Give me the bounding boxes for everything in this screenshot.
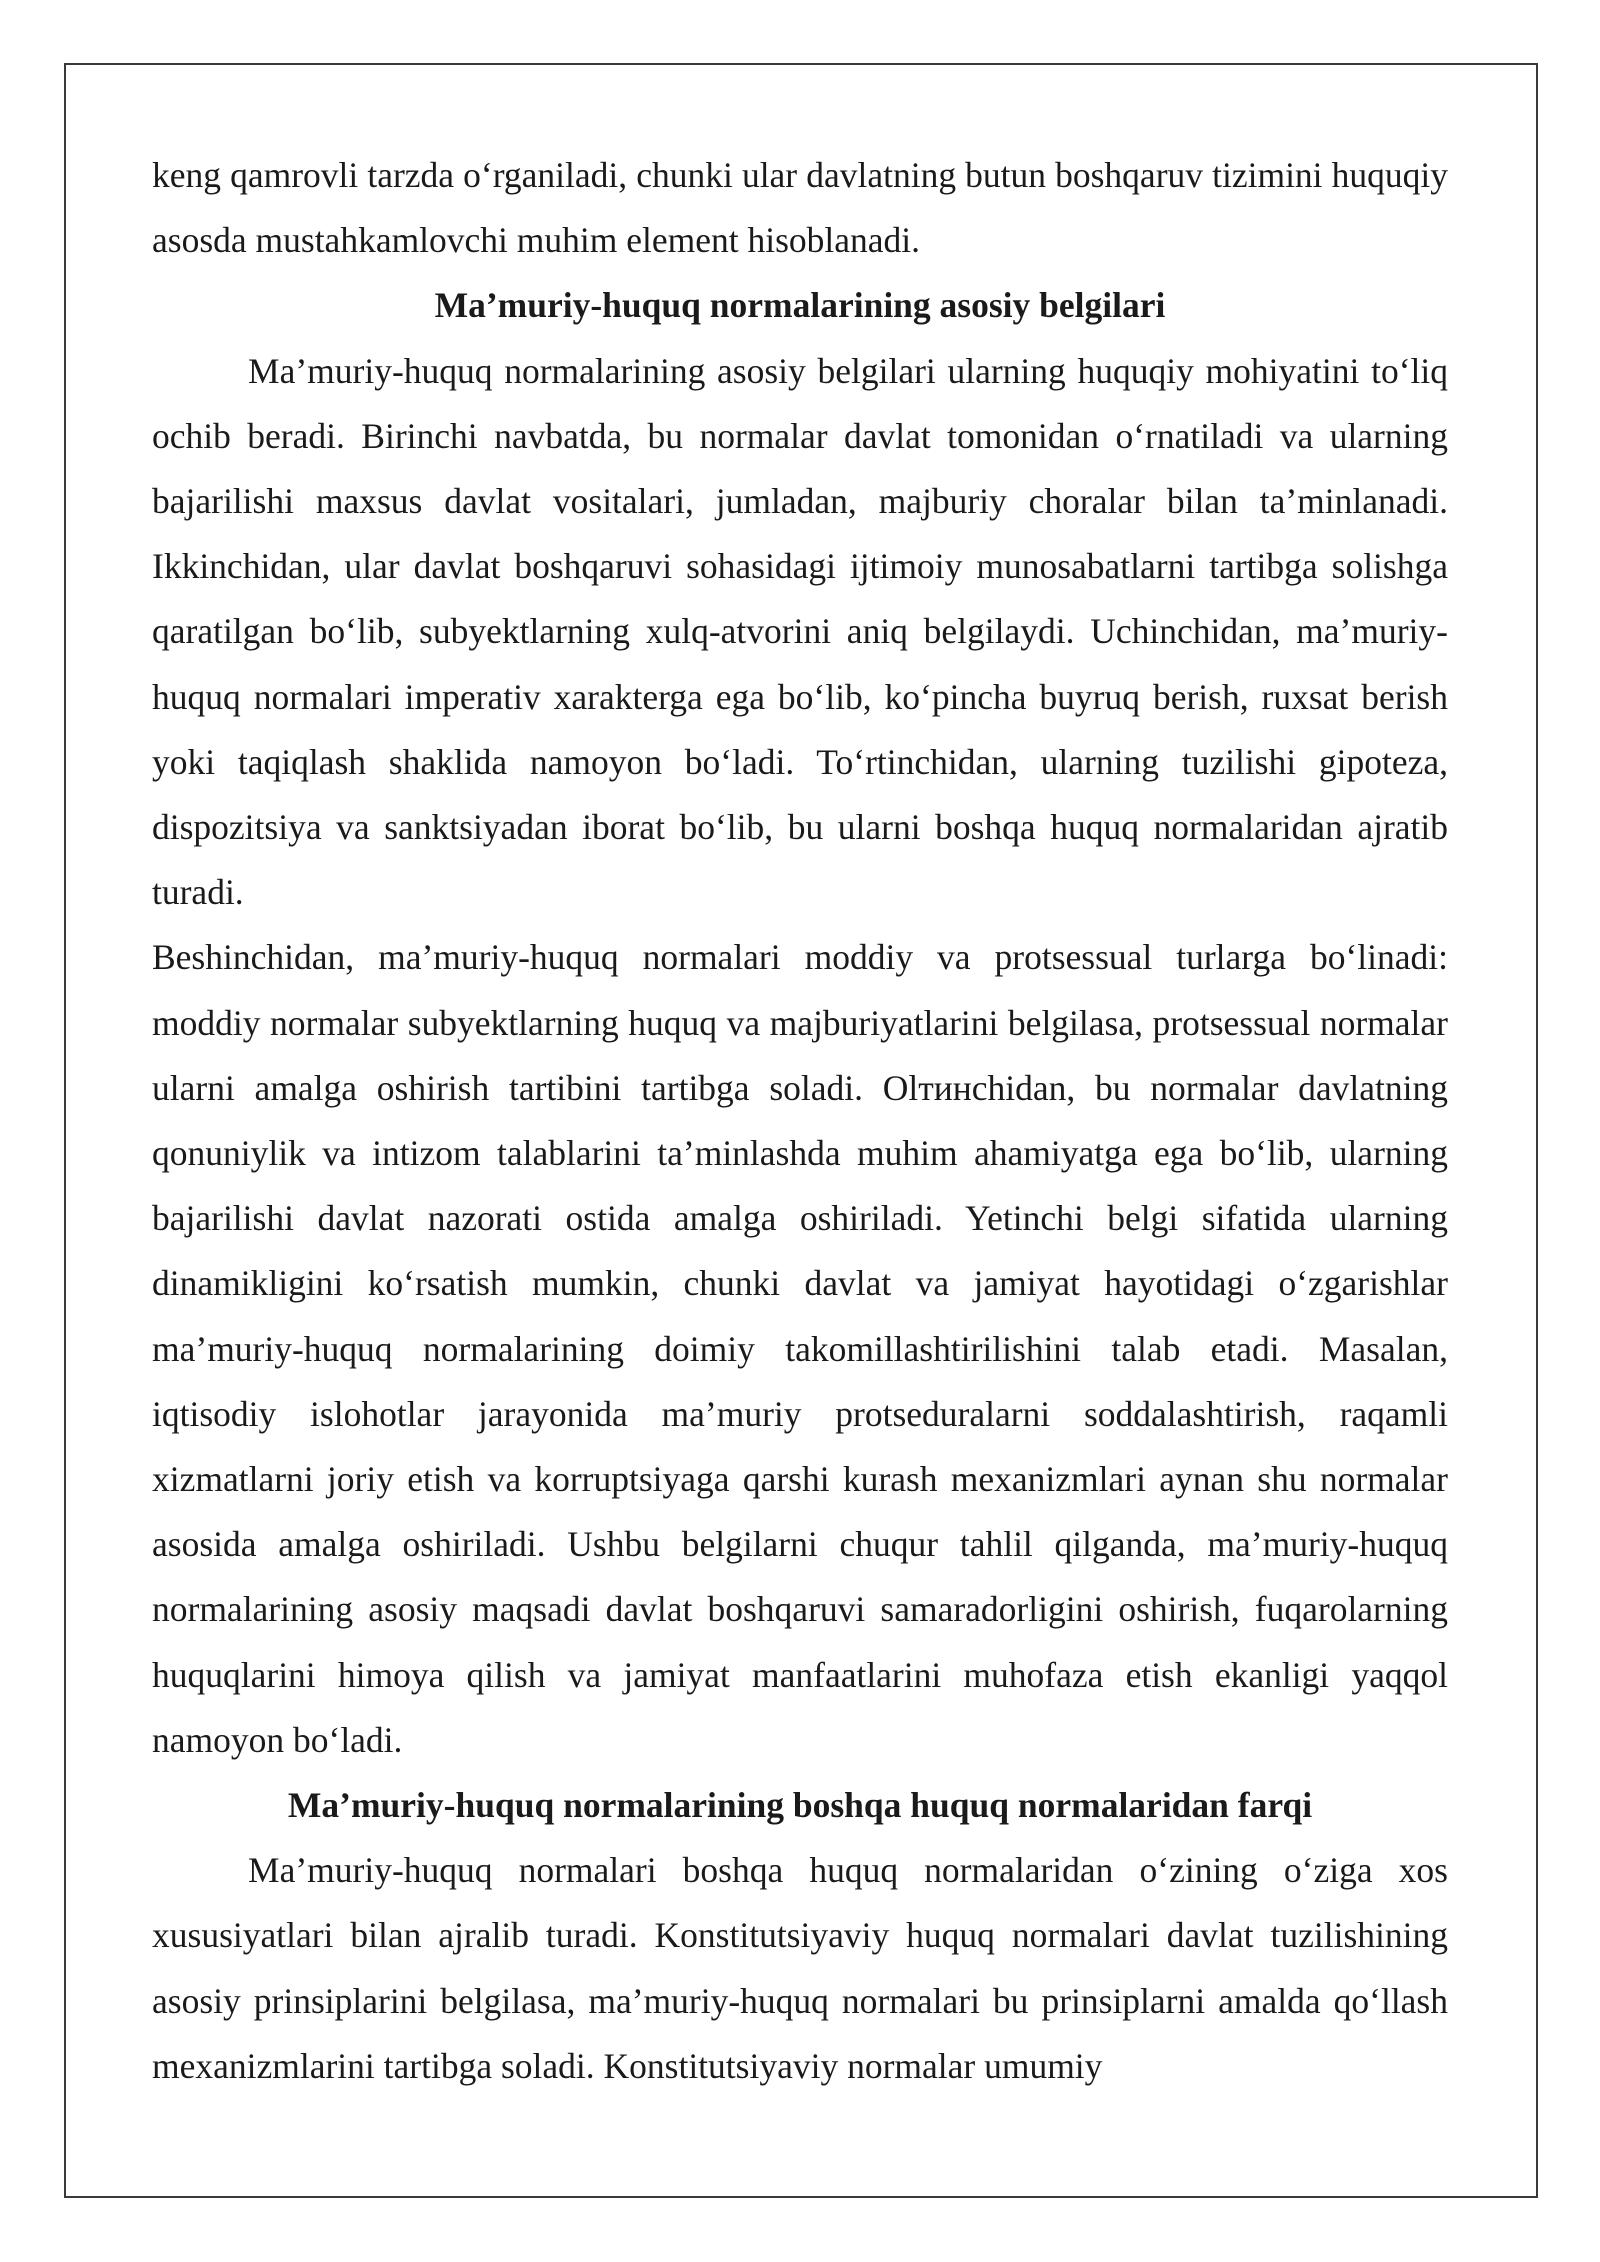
section-heading-farqi: Ma’muriy-huquq normalarining boshqa huquq normalaridan farqi: [287, 1785, 1313, 1826]
document-body: [152, 143, 1448, 2099]
paragraph-belgilar-2: Beshinchidan, ma’muriy-huquq normalari moddiy va protsessual turlarga bo‘linadi: moddiy normalar subyektlarning huquq va majburiyatlarini belgilasa, protsessual normalar ularni amalga oshirish tartibini tartibga soladi. Olтинchidan, bu normalar davlatning qonuniylik va intizom talablarini ta’minlashda muhim ahamiyatga ega bo‘lib, ularning bajarilishi davlat nazorati ostida amalga oshiriladi. Yetinchi belgi sifatida ularning dinamikligini ko‘rsatish mumkin, chunki davlat va jamiyat hayotidagi o‘zgarishlar ma’muriy-huquq normalarining doimiy takomillashtirilishini talab etadi. Masalan, iqtisodiy islohotlar jarayonida ma’muriy protseduralarni soddalashtirish, raqamli xizmatlarni joriy etish va korruptsiyaga qarshi kurash mexanizmlari aynan shu normalar asosida amalga oshiriladi. Ushbu belgilarni chuqur tahlil qilganda, ma’muriy-huquq normalarining asosiy maqsadi davlat boshqaruvi samaradorligini oshirish, fuqarolarning huquqlarini himoya qilish va jamiyat manfaatlarini muhofaza etish ekanligi yaqqol namoyon bo‘ladi.: [152, 937, 1448, 1760]
paragraph-belgilar-1: Ma’muriy-huquq normalarining asosiy belgilari ularning huquqiy mohiyatini to‘liq ochib beradi. Birinchi navbatda, bu normalar davlat tomonidan o‘rnatiladi va ularning bajarilishi maxsus davlat vositalari, jumladan, majburiy choralar bilan ta’minlanadi. Ikkinchidan, ular davlat boshqaruvi sohasidagi ijtimoiy munosabatlarni tartibga solishga qaratilgan bo‘lib, subyektlarning xulq-atvorini aniq belgilaydi. Uchinchidan, ma’muriy-huquq normalari imperativ xarakterga ega bo‘lib, ko‘pincha buyruq berish, ruxsat berish yoki taqiqlash shaklida namoyon bo‘ladi. To‘rtinchidan, ularning tuzilishi gipoteza, dispozitsiya va sanktsiyadan iborat bo‘lib, bu ularni boshqa huquq normalaridan ajratib turadi.: [152, 350, 1448, 913]
paragraph-intro-continuation: keng qamrovli tarzda o‘rganiladi, chunki ular davlatning butun boshqaruv tizimini huquqiy asosda mustahkamlovchi muhim element hisoblanadi.: [152, 155, 1448, 261]
section-heading-asosiy-belgilari: Ma’muriy-huquq normalarining asosiy belgilari: [434, 285, 1166, 326]
paragraph-farqi: Ma’muriy-huquq normalari boshqa huquq normalaridan o‘zining o‘ziga xos xususiyatlari bilan ajralib turadi. Konstitutsiyaviy huquq normalari davlat tuzilishining asosiy prinsiplarini belgilasa, ma’muriy-huquq normalari bu prinsiplarni amalda qo‘llash mexanizmlarini tartibga soladi. Konstitutsiyaviy normalar umumiy: [152, 1850, 1448, 2086]
